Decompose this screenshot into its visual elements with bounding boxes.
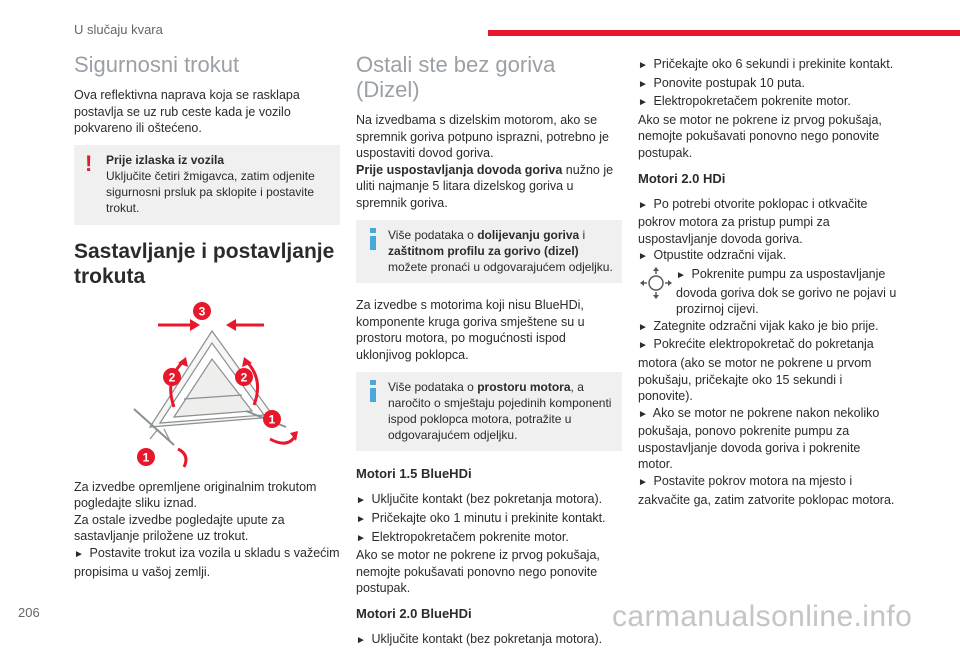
warning-exclamation-icon: ! xyxy=(85,150,93,176)
svg-text:2: 2 xyxy=(240,370,248,385)
info-refuelling-text: Više podataka o dolijevanju goriva i zaštitnom profilu za gorivo (dizel) možete pronaći u odgovarajućem odjeljku. xyxy=(388,227,613,274)
figure-badge-1-right xyxy=(263,410,281,428)
step-hdi-c: ► Pokrenite pumpu za uspostavljanje dovoda goriva dok se gorivo ne pojavi u prozirnoj cijevi. xyxy=(676,266,897,317)
svg-text:3: 3 xyxy=(198,304,206,319)
restore-note: Prije uspostavljanja dovoda goriva nužno je uliti najmanje 5 litara dizelskog goriva u spremnik goriva. xyxy=(356,162,614,210)
figure-badge-3 xyxy=(193,302,211,320)
figure-badge-2-left xyxy=(163,368,181,386)
column-1 xyxy=(74,52,340,580)
figure-note-1: Za izvedbe opremljene originalnim trokutom pogledajte sliku iznad. xyxy=(74,479,317,511)
info-icon xyxy=(367,228,379,250)
heading-engine-20-bluehdi: Motori 2.0 BlueHDi xyxy=(356,605,472,621)
step-hdi-a: ► Po potrebi otvorite poklopac i otkvačite pokrov motora za pristup pumpi za uspostavljanje dovoda goriva. xyxy=(638,196,868,246)
step-15-2: ► Pričekajte oko 1 minutu i prekinite kontakt. xyxy=(356,510,606,525)
svg-text:2: 2 xyxy=(168,370,176,385)
step-15-3: ► Elektropokretačem pokrenite motor. xyxy=(356,529,569,544)
heading-warning-triangle: Sigurnosni trokut xyxy=(74,52,240,77)
warning-text: Uključite četiri žmigavca, zatim odjenite sigurnosni prsluk pa sklopite i postavite trokut. xyxy=(106,168,315,216)
info-box-engine-bay xyxy=(356,372,622,452)
info-box-refuelling xyxy=(356,220,622,284)
figure-note-2: Za ostale izvedbe pogledajte upute za sastavljanje priložene uz trokut. xyxy=(74,512,285,544)
triangle-assembly-figure xyxy=(74,299,340,469)
step-place-triangle: ► Postavite trokut iza vozila u skladu s važećim propisima u vašoj zemlji. xyxy=(74,545,340,579)
figure-badge-2-right xyxy=(235,368,253,386)
note-top: Ako se motor ne pokrene iz prvog pokušaja, nemojte pokušavati ponovno nego ponovite postupak. xyxy=(638,112,882,160)
step-15-1: ► Uključite kontakt (bez pokretanja motora). xyxy=(356,492,603,507)
note-15: Ako se motor ne pokrene iz prvog pokušaja, nemojte pokušavati ponovno nego ponovite postupak. xyxy=(356,548,600,596)
step-20-1: ► Uključite kontakt (bez pokretanja motora). xyxy=(356,631,603,646)
step-top-3: ► Elektropokretačem pokrenite motor. xyxy=(638,94,851,109)
step-top-2: ► Ponovite postupak 10 puta. xyxy=(638,75,805,90)
svg-text:1: 1 xyxy=(142,450,150,465)
non-bluehdi-text: Za izvedbe s motorima koji nisu BlueHDi, komponente kruga goriva smještene su u prostoru motora, po mogućnosti ispod uklonjivog poklopca. xyxy=(356,298,585,362)
section-header: U slučaju kvara xyxy=(74,22,163,37)
svg-text:1: 1 xyxy=(268,412,276,427)
step-hdi-g: ► Postavite pokrov motora na mjesto i zakvačite ga, zatim zatvorite poklopac motora. xyxy=(638,474,895,507)
warning-title: Prije izlaska iz vozila xyxy=(106,152,225,167)
figure-badge-1-left xyxy=(137,448,155,466)
site-watermark: carmanualsonline.info xyxy=(612,600,913,633)
heading-out-of-fuel: Ostali ste bez goriva (Dizel) xyxy=(356,52,556,102)
step-hdi-e: ► Pokrećite elektropokretač do pokretanja motora (ako se motor ne pokrene u prvom pokušaju, pričekajte oko 15 sekundi i ponovite). xyxy=(638,337,874,404)
column-3 xyxy=(638,56,898,508)
step-hdi-d: ► Zategnite odzračni vijak kako je bio prije. xyxy=(638,318,879,333)
step-hdi-b: ► Otpustite odzračni vijak. xyxy=(638,248,787,263)
info-engine-bay-text: Više podataka o prostoru motora, a naročito o smještaju pojedinih komponenti ispod poklopca motora, potražite u odgovarajućem odjeljku. xyxy=(388,379,612,443)
pump-step xyxy=(638,266,898,318)
priming-pump-icon xyxy=(638,266,674,300)
heading-assembly: Sastavljanje i postavljanje trokuta xyxy=(74,239,335,288)
page-number: 206 xyxy=(18,605,40,620)
header-accent-bar xyxy=(488,30,960,36)
diesel-intro: Na izvedbama s dizelskim motorom, ako se spremnik goriva potpuno isprazni, potrebno je uspostaviti dovod goriva. xyxy=(356,113,609,161)
heading-engine-15-bluehdi: Motori 1.5 BlueHDi xyxy=(356,466,472,482)
warning-box xyxy=(74,145,340,225)
heading-engine-20-hdi: Motori 2.0 HDi xyxy=(638,170,726,186)
step-hdi-f: ► Ako se motor ne pokrene nakon nekoliko pokušaja, ponovo pokrenite pumpu za uspostavljanje dovoda goriva i pokrenite motor. xyxy=(638,405,880,472)
column-2 xyxy=(356,52,622,650)
info-icon xyxy=(367,380,379,402)
step-arrow-icon: ► xyxy=(74,548,84,560)
intro-text: Ova reflektivna naprava koja se rasklapa postavlja se uz rub ceste kada je vozilo pokvareno ili oštećeno. xyxy=(74,88,300,136)
step-top-1: ► Pričekajte oko 6 sekundi i prekinite kontakt. xyxy=(638,57,894,71)
